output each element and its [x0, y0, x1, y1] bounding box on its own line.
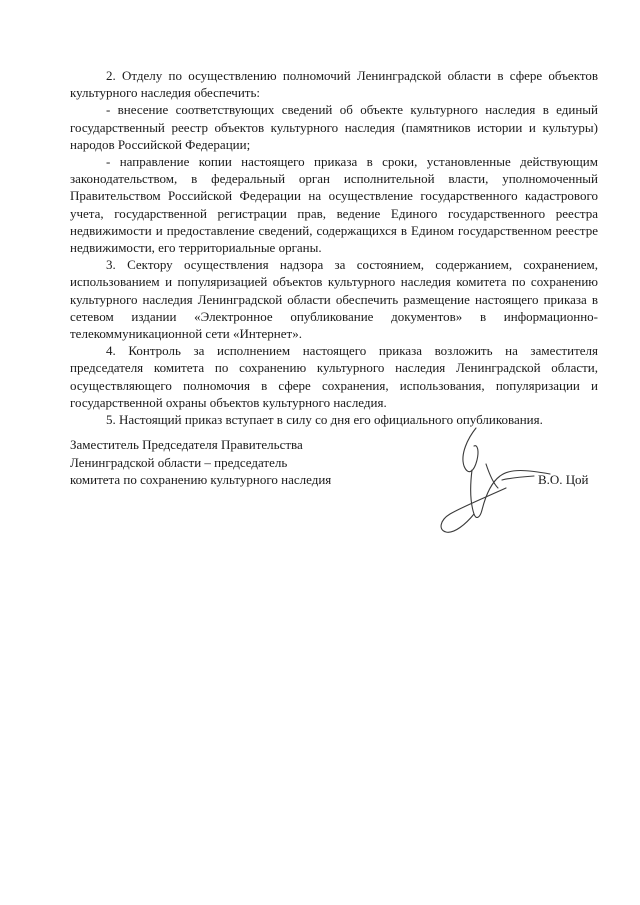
- paragraph-5: 5. Настоящий приказ вступает в силу со дня его официального опубликования.: [106, 412, 543, 428]
- signer-name: В.О. Цой: [538, 472, 589, 487]
- paragraph-2-item-copy: - направление копии настоящего приказа в сроки, установленные действующим законодательством, в федеральный орган исполнительной власти, уполномоченный Правительством Российской Федерации на осуществление государственного кадастрового учета, государственной регистрации прав, ведение Единого государственного реестра недвижимости и предоставление сведений, содержащихся в Едином государственном реестре недвижимости, его территориальные органы.: [70, 154, 598, 256]
- signer-position-line-1: Заместитель Председателя Правительства: [70, 437, 303, 452]
- paragraph-4: 4. Контроль за исполнением настоящего приказа возложить на заместителя председателя комитета по сохранению культурного наследия Ленинградской области, осуществляющего полномочия в сфере сохранения, использования, популяризации и государственной охраны объектов культурного наследия.: [70, 343, 598, 410]
- paragraph-3: 3. Сектору осуществления надзора за состоянием, содержанием, сохранением, использованием и популяризацией объектов культурного наследия комитета по сохранению культурного наследия Ленинградской области обеспечить размещение настоящего приказа в сетевом издании «Электронное опубликование документов» в информационно-телекоммуникационной сети «Интернет».: [70, 257, 598, 342]
- paragraph-2-intro: 2. Отделу по осуществлению полномочий Ленинградской области в сфере объектов культурного наследия обеспечить:: [70, 68, 598, 101]
- handwritten-signature: [424, 424, 554, 536]
- signer-position-line-3: комитета по сохранению культурного наследия: [70, 472, 332, 487]
- document-body: [70, 67, 598, 428]
- signer-position-line-2: Ленинградской области – председатель: [70, 454, 288, 470]
- signer-position: [70, 436, 370, 489]
- paragraph-2-item-register: - внесение соответствующих сведений об объекте культурного наследия в единый государственный реестр объектов культурного наследия (памятников истории и культуры) народов Российской Федерации;: [70, 102, 598, 152]
